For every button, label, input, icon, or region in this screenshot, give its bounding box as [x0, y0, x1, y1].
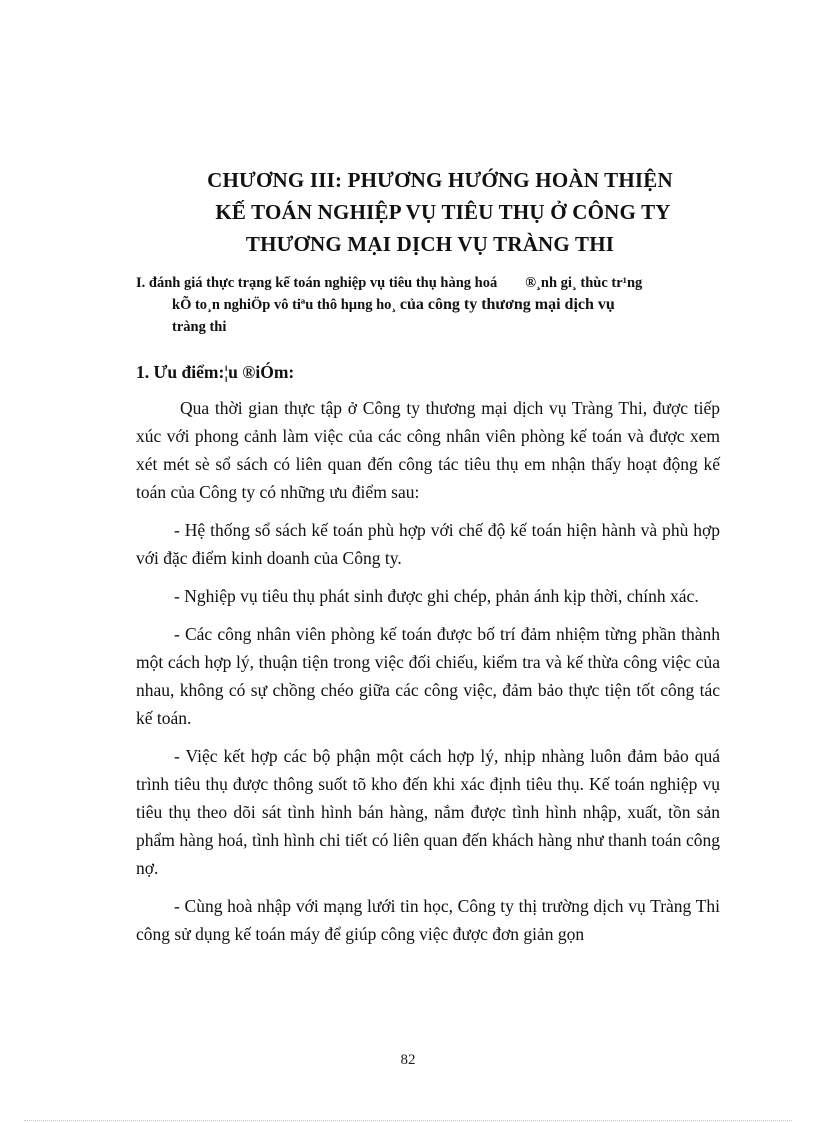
chapter-title-line-3: THƯƠNG MẠI DỊCH VỤ TRÀNG THI — [245, 232, 615, 256]
section-heading-row-1 — [136, 272, 726, 294]
chapter-title — [160, 164, 720, 260]
list-item: - Việc kết hợp các bộ phận một cách hợp lý, nhịp nhàng luôn đảm bảo quá trình tiêu thụ được thông suốt tõ kho đến khi xác định tiêu thụ. Kế toán nghiệp vụ tiêu thụ theo dõi sát tình hình bán hàng, nắm được tình hình nhập, xuất, tồn sản phẩm hàng hoá, tình hình chi tiết có liên quan đến khách hàng như thanh toán công nợ. — [136, 746, 720, 878]
section-heading-part-5: tràng thi — [172, 319, 227, 335]
subsection-heading: 1. Ưu điểm:¦u ®iÓm: — [136, 362, 295, 382]
section-heading — [136, 272, 726, 338]
list-item: - Các công nhân viên phòng kế toán được bố trí đảm nhiệm từng phần thành một cách hợp lý, thuận tiện trong việc đối chiếu, kiểm tra và kế thừa công việc của nhau, không có sự chồng chéo giữa các công việc, đảm bảo thực tiện tốt công tác kế toán. — [136, 624, 720, 728]
bottom-divider — [24, 1120, 792, 1121]
section-heading-part-3: kÕ to¸n nghiÖp vô tiªu thô hµng ho¸ — [172, 297, 397, 313]
section-heading-row-2 — [136, 294, 726, 316]
section-heading-row-3 — [136, 316, 726, 338]
section-heading-part-4: của công ty thương mại dịch vụ — [399, 296, 615, 313]
list-item: - Hệ thống sổ sách kế toán phù hợp với chế độ kế toán hiện hành và phù hợp với đặc điểm kinh doanh của Công ty. — [136, 520, 720, 568]
list-item: - Cùng hoà nhập với mạng lưới tin học, Công ty thị trường dịch vụ Tràng Thi công sử dụng kế toán máy để giúp công việc được đơn giản gọn — [136, 896, 720, 944]
section-heading-part-1: I. đánh giá thực trạng kế toán nghiệp vụ tiêu thụ hàng hoá — [136, 275, 498, 291]
chapter-title-line-1: CHƯƠNG III: PHƯƠNG HƯỚNG HOÀN THIỆN — [207, 168, 673, 192]
chapter-title-line-2: KẾ TOÁN NGHIỆP VỤ TIÊU THỤ Ở CÔNG TY — [215, 200, 671, 224]
section-heading-part-2: ®¸nh gi¸ thùc tr¹ng — [525, 275, 643, 291]
body-text — [136, 394, 720, 958]
list-item: - Nghiệp vụ tiêu thụ phát sinh được ghi chép, phản ánh kịp thời, chính xác. — [174, 586, 699, 606]
page-number: 82 — [400, 1052, 416, 1068]
paragraph: Qua thời gian thực tập ở Công ty thương mại dịch vụ Tràng Thi, được tiếp xúc với phong cảnh làm việc của các công nhân viên phòng kế toán và được xem xét mét sè sổ sách có liên quan đến công tác tiêu thụ em nhận thấy hoạt động kế toán của Công ty có những ưu điểm sau: — [136, 398, 720, 502]
